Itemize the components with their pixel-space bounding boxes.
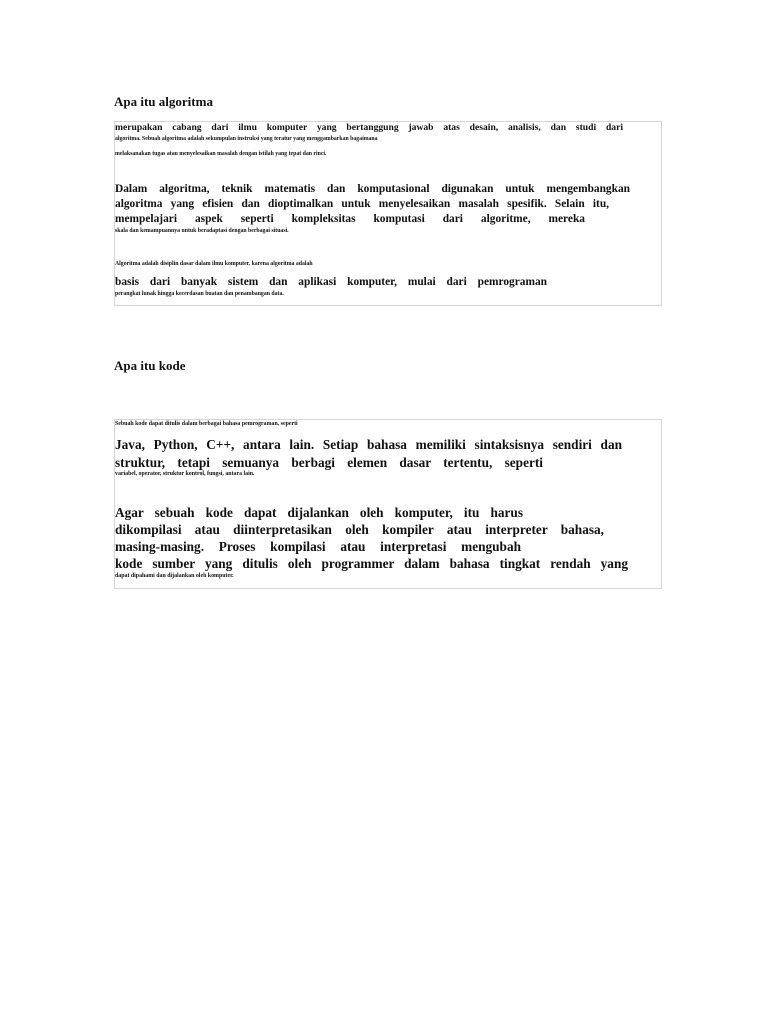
section-heading-algoritma: Apa itu algoritma [114, 94, 213, 109]
paragraph-line: Algoritma adalah disiplin dasar dalam ilmu komputer, karena algoritma adalah [115, 261, 313, 267]
paragraph-line: skala dan kemampuannya untuk beradaptasi dengan berbagai situasi. [115, 228, 289, 234]
paragraph-line: Agar sebuah kode dapat dijalankan oleh komputer, itu harus [115, 505, 523, 520]
paragraph-line: kode sumber yang ditulis oleh programmer dalam bahasa tingkat rendah yang [115, 556, 628, 571]
paragraph-line: Sebuah kode dapat ditulis dalam berbagai bahasa pemrograman, seperti [115, 421, 298, 427]
section-heading-kode: Apa itu kode [114, 358, 186, 373]
paragraph-line: perangkat lunak hingga kecerdasan buatan dan penambangan data. [115, 291, 284, 297]
paragraph-line: mempelajari aspek seperti kompleksitas komputasi dari algoritme, mereka [115, 213, 585, 225]
paragraph-line: basis dari banyak sistem dan aplikasi komputer, mulai dari pemrograman [115, 276, 547, 288]
paragraph-line: Java, Python, C++, antara lain. Setiap bahasa memiliki sintaksisnya sendiri dan [115, 437, 622, 452]
paragraph-line: masing-masing. Proses kompilasi atau interpretasi mengubah [115, 539, 521, 554]
paragraph-line: variabel, operator, struktur kontrol, fungsi, antara lain. [115, 471, 255, 477]
algoritma-text-box [114, 121, 662, 306]
kode-text-box [114, 419, 662, 589]
paragraph-line: struktur, tetapi semuanya berbagi elemen dasar tertentu, seperti [115, 455, 543, 470]
paragraph-line: algoritma yang efisien dan dioptimalkan untuk menyelesaikan masalah spesifik. Selain itu, [115, 198, 609, 210]
paragraph-line: melaksanakan tugas atau menyelesaikan masalah dengan istilah yang tepat dan rinci. [115, 151, 327, 157]
paragraph-line: dapat dipahami dan dijalankan oleh komputer. [115, 573, 234, 579]
paragraph-line: Dalam algoritma, teknik matematis dan komputasional digunakan untuk mengembangkan [115, 183, 630, 195]
paragraph-line: dikompilasi atau diinterpretasikan oleh kompiler atau interpreter bahasa, [115, 522, 604, 537]
paragraph-line: merupakan cabang dari ilmu komputer yang bertanggung jawab atas desain, analisis, dan studi dari [115, 122, 623, 133]
paragraph-line: algoritma. Sebuah algoritma adalah sekumpulan instruksi yang teratur yang menggambarkan bagaimana [115, 136, 378, 142]
